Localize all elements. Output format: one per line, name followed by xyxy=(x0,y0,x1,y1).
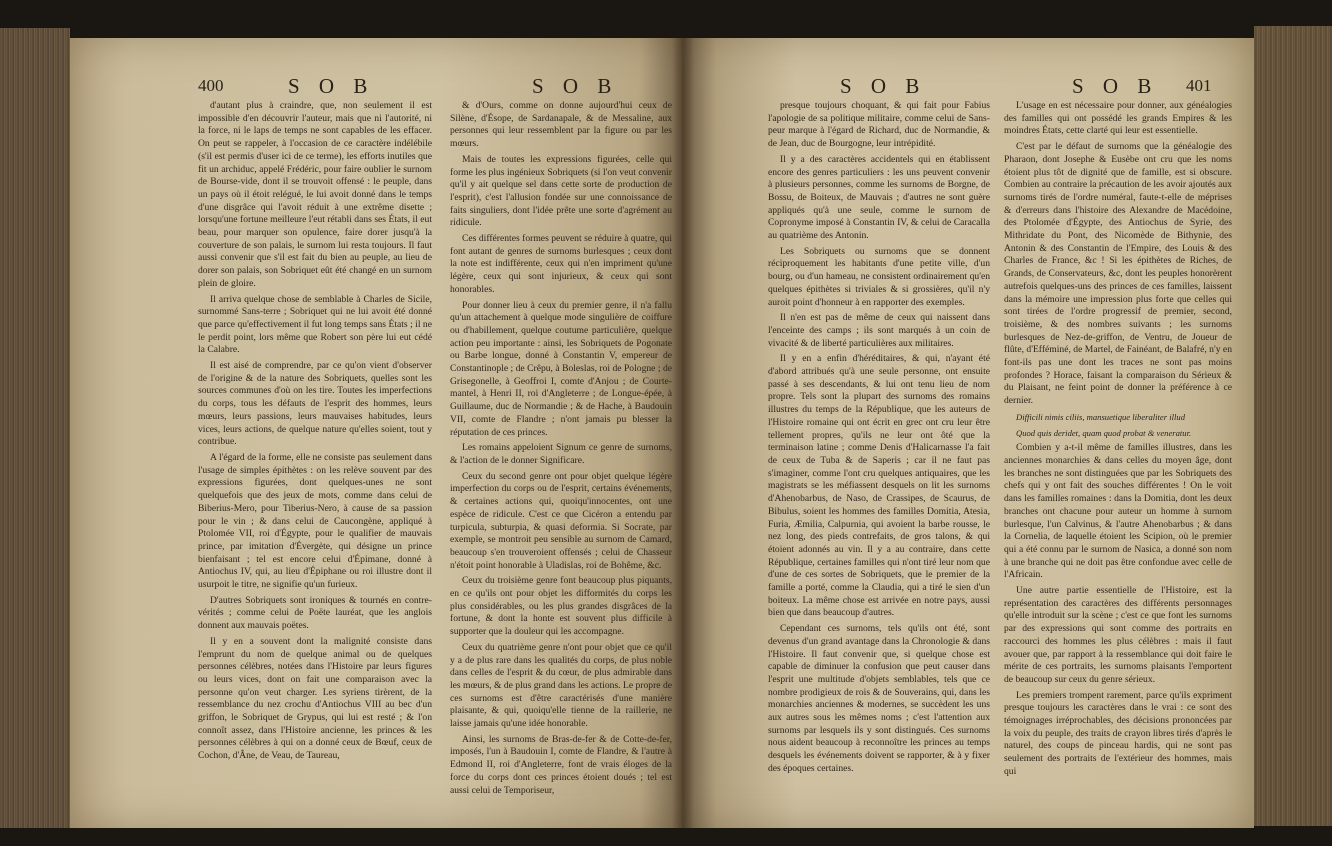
paragraph: Ceux du second genre ont pour objet quelque légère imperfection du corps ou de l'esprit, certains événements, & certaines actions qui, quoiqu'innocentes, ont une espèce de ridicule. C'est ce que Cicéron a entendu par turpicula, subturpia, & quasi deformia. Si Socrate, par exemple, se montroit peu sensible au surnom de Camard, beaucoup s'en trouveroient offensés ; celui de Chasseur n'étoit point honorable à Uladislas, roi de Bohême, &c. xyxy=(450,470,672,571)
paragraph: Ces différentes formes peuvent se réduire à quatre, qui font autant de genres de surnoms burlesques ; ceux dont la note est indifférente, ceux qui n'en impriment qu'une légère, ceux qui sont injurieux, & ceux qui sont honorables. xyxy=(450,233,672,295)
paragraph: Ceux du quatrième genre n'ont pour objet que ce qu'il y a de plus rare dans les qualités du corps, de plus noble dans celles de l'esprit & du cœur, de plus admirable dans les mœurs, & de plus grand dans les actions. Le propre de ces surnoms est d'être caractérisés d'une manière plaisante, & qui, quoiqu'elle tienne de la raillerie, ne laisse jamais qu'une idée honorable. xyxy=(450,641,672,730)
paragraph: d'autant plus à craindre, que, non seulement il est impossible d'en découvrir l'auteur, mais que ni l'autorité, ni la force, ni le laps de temps ne sont capables de les effacer. On peut se rappeler, à l'occasion de ce caractère indélébile (s'il est permis d'user ici de ce terme), les efforts inutiles que fit un archiduc, appelé Frédéric, pour faire oublier le surnom de Bourse-vide, dont il se trouvoit offensé : le peuple, dans un pays où il étoit relégué, le lui avoit donné dans le temps d'une disgrâce qui l'avoit réduit à une extrême disette ; lorsqu'une fortune meilleure l'eut rétabli dans ses États, il eut beau, pour marquer son opulence, faire dorer jusqu'à la couverture de son palais, le surnom lui resta toujours. Il faut aussi convenir que s'il est fait du bien au peuple, au lieu de dorer son palais, son Sobriquet eût été changé en un surnom plein de gloire. xyxy=(198,100,432,289)
paragraph: presque toujours choquant, & qui fait pour Fabius l'apologie de sa politique militaire, comme celui de Sans-peur marque à l'égard de Richard, duc de Normandie, & de Jean, duc de Bourgogne, leur intrépidité. xyxy=(768,100,990,150)
paragraph: Une autre partie essentielle de l'Histoire, est la représentation des caractères des différents personnages qu'elle introduit sur la scène ; c'est ce que font les surnoms par des expressions qui sont comme des portraits en raccourci des hommes les plus célèbres : mais il faut avouer que, par rapport à la ressemblance qui doit faire le mérite de ces portraits, les surnoms plaisants l'emportent de beaucoup sur ceux du genre sérieux. xyxy=(1004,585,1232,685)
paragraph: Il est aisé de comprendre, par ce qu'on vient d'observer de l'origine & de la nature des Sobriquets, quelles sont les sources communes d'où on les tire. Toutes les imperfections du corps, tous les défauts de l'esprit des hommes, leurs mœurs, leurs passions, leurs mauvaises habitudes, leurs vices, leurs actions, de quelque nature qu'elles soient, tout y contribue. xyxy=(198,360,432,448)
paragraph: Les romains appeloient Signum ce genre de surnoms, & l'action de le donner Significare. xyxy=(450,442,672,466)
right-page-column-1 xyxy=(768,100,990,776)
paragraph: Ainsi, les surnoms de Bras-de-fer & de Cotte-de-fer, imposés, l'un à Baudouin I, comte de Flandre, & l'autre à Edmond II, roi d'Angleterre, font de vrais éloges de la force du corps dont ces princes étoient doués ; tel est aussi celui de Temporiseur, xyxy=(450,733,672,796)
left-page-column-2 xyxy=(450,100,672,796)
paragraph: Il y en a enfin d'héréditaires, & qui, n'ayant été d'abord attribués qu'à une seule personne, ont ensuite passé à ses descendants, & lui ont tenu lieu de nom propre. Tels sont la plupart des surnoms des romains illustres du temps de la République, que les auteurs de l'Histoire romaine qui ont écrit en grec ont cru leur être tellement propres, qu'ils ne leur ont ôté que la terminaison latine ; comme Denis d'Halicarnasse l'a fait de ceux de Tuba & de Saperis ; car il ne faut pas s'imaginer, comme l'ont cru quelques antiquaires, que les magistrats se les méfiassent desquels on lit les surnoms d'Ahenobarbus, de Naso, de Crassipes, de Scaurus, de Bibulus, soient les hommes des familles Domitia, Atesia, Furia, Æmilia, Calpurnia, qui avoient la barbe rousse, le nez long, des pieds contrefaits, de gros talons, & qui étoient adonnés au vin. Il y a au contraire, dans cette République, certaines familles qui n'ont tiré leur nom que d'une de ces sortes de Sobriquets, que le premier de la famille a porté, comme la Claudia, qui a tiré le sien d'un boiteux. La même chose est arrivée en notre pays, aussi bien que dans beaucoup d'autres. xyxy=(768,353,990,619)
running-head-left-col1: S O B xyxy=(288,74,375,98)
page-number-left: 400 xyxy=(198,76,224,95)
paragraph: L'usage en est nécessaire pour donner, aux généalogies des familles qui ont possédé les grands Empires & les moindres États, cette clarté qui leur est essentielle. xyxy=(1004,100,1232,137)
page-number-right: 401 xyxy=(1186,76,1212,95)
paragraph: Difficili nimis ciliis, mansuetique liberaliter illud xyxy=(1016,411,1186,422)
running-head-left-col2: S O B xyxy=(532,74,619,98)
left-page-column-1 xyxy=(198,100,432,776)
left-page-edges xyxy=(0,28,70,828)
paragraph: A l'égard de la forme, elle ne consiste pas seulement dans l'usage de simples épithètes : on les relève souvent par des expressions figurées, dont quelques-unes ne sont quelquefois que des jeux de mots, comme dans celui de Biberius-Mero, pour Tiberius-Nero, à cause de sa passion pour le vin ; & dans celui de Caucongène, appliqué à Ptolomée VII, roi d'Égypte, pour le qualifier de mauvais prince, par imitation d'Évergète, qui désigne un prince bienfaisant ; tel est encore celui d'Épimane, donné à Antiochus IV, qui, au lieu d'Épiphane ou roi illustre dont il usurpoit le titre, ne signifie qu'un furieux. xyxy=(198,451,432,591)
paragraph: Ceux du troisième genre font beaucoup plus piquants, en ce qu'ils ont pour objet les difformités du corps les plus considérables, ou les plus grandes disgrâces de la fortune, & dont la honte est souvent plus difficile à supporter que la douleur qui les accompagne. xyxy=(450,575,672,638)
right-page-edges xyxy=(1254,26,1332,826)
paragraph: Combien y a-t-il même de familles illustres, dans les anciennes monarchies & dans celles du moyen âge, dont les branches ne sont distinguées que par les Sobriquets des chefs qui y ont fait des souches différentes ! On le voit dans les familles romaines : dans la Domitia, dont les deux branches ont chacune pour auteur un homme à surnom burlesque, l'un Calvinus, & l'autre Ahenobarbus ; & dans la Cornelia, de laquelle étoient les Scipion, où le premier qui a été connu par le surnom de Nasica, a donné son nom à une branche qui ne doit pas être confondue avec celle de l'Africain. xyxy=(1004,442,1232,581)
right-page-column-2 xyxy=(1004,100,1232,776)
paragraph: Il y en a souvent dont la malignité consiste dans l'emprunt du nom de quelque animal ou de quelques personnes célèbres, notées dans l'Histoire par leurs figures ou leurs vices, dont on fait une comparaison avec la personne qu'on veut charger. Les syriens tirèrent, de la ressemblance du nez crochu d'Antiochus VIII au bec d'un griffon, le Sobriquet de Grypus, qui lui est resté ; & l'on connoît assez, dans l'Histoire ancienne, les princes & les personnes célèbres à qui on a donné ceux de Bœuf, ceux de Cochon, d'Âne, de Veau, de Taureau, xyxy=(198,635,432,762)
paragraph: Quod quis deridet, quam quod probat & veneratur. xyxy=(1016,427,1192,438)
paragraph: Cependant ces surnoms, tels qu'ils ont été, sont devenus d'un grand avantage dans la Chronologie & dans l'Histoire. Il faut convenir que, si quelque chose est capable de diminuer la confusion que peut causer dans l'esprit une multitude d'objets semblables, tels que ce nombre prodigieux de rois & de Souverains, qui, dans les monarchies anciennes & modernes, se succèdent les uns aux autres sous les mêmes noms ; c'est l'attention aux surnoms par lesquels ils y sont distingués. Ces surnoms nous aident beaucoup à reconnoître les princes au temps desquels les événements doivent se rapporter, & à y fixer des époques certaines. xyxy=(768,623,990,774)
paragraph: Il n'en est pas de même de ceux qui naissent dans l'enceinte des camps ; ils sont marqués à un coin de vivacité & de liberté particulières aux militaires. xyxy=(768,312,990,349)
running-head-right-col2: S O B xyxy=(1072,74,1159,98)
paragraph: Il arriva quelque chose de semblable à Charles de Sicile, surnommé Sans-terre ; Sobriquet qui ne lui avoit été donné que parce qu'effectivement il fut long temps sans États ; il ne le perdit point, lors même que Robert son père lui eut cédé la Calabre. xyxy=(198,293,432,356)
paragraph: & d'Ours, comme on donne aujourd'hui ceux de Silène, d'Ésope, de Sardanapale, & de Messaline, aux personnes qui leur ressemblent par la figure ou par les mœurs. xyxy=(450,100,672,150)
right-page xyxy=(682,38,1254,828)
left-page xyxy=(70,38,682,828)
paragraph: Les Sobriquets ou surnoms que se donnent réciproquement les habitants d'une petite ville, d'un bourg, ou d'un hameau, ne consistent ordinairement qu'en quelques épithètes si triviales & si grossières, qu'il n'y auroit point d'honneur à en rapporter des exemples. xyxy=(768,245,990,308)
paragraph: Mais de toutes les expressions figurées, celle qui forme les plus ingénieux Sobriquets (si l'on veut convenir qu'il y ait quelque sel dans cette sorte de production de l'esprit), c'est l'allusion fondée sur une connoissance de faits singuliers, dont l'idée prête une sorte d'agrément au ridicule. xyxy=(450,153,672,229)
gutter-shadow xyxy=(672,38,694,828)
paragraph: D'autres Sobriquets sont ironiques & tournés en contre-vérités ; comme celui de Poëte lauréat, que les anglois donnent aux mauvais poëtes. xyxy=(198,594,432,632)
paragraph: Pour donner lieu à ceux du premier genre, il n'a fallu qu'un attachement à quelque mode singulière de coiffure ou d'habillement, quelque coutume particulière, quelque action peu importante : ainsi, les Sobriquets de Pogonate ou Barbe longue, donné à Constantin V, empereur de Constantinople ; de Crêpu, à Boleslas, roi de Pologne ; de Grisegonelle, à Geoffroi I, comte d'Anjou ; de Courte-mantel, à Henri II, roi d'Angleterre ; de Longue-épée, à Guillaume, duc de Normandie ; & de Hache, à Baudouin VII, comte de Flandre ; n'ont jamais pu blesser la réputation de ces princes. xyxy=(450,299,672,438)
paragraph: Il y a des caractères accidentels qui en établissent encore des genres particuliers : les uns peuvent convenir à plusieurs personnes, comme les surnoms de Borgne, de Bossu, de Boiteux, de Mauvais ; d'autres ne sont guère appliqués qu'à une seule, comme le surnom de Copronyme imposé à Constantin IV, & celui de Caracalla au quatrième des Antonin. xyxy=(768,153,990,242)
paragraph: Les premiers trompent rarement, parce qu'ils expriment presque toujours les caractères dans le vrai : ce sont des témoignages irréprochables, des décisions prononcées par la voix du peuple, des traits de crayon libres tirés d'après le naturel, des coups de pinceau hardis, qui ne sont pas seulement des portraits de l'extérieur des hommes, mais qui xyxy=(1004,689,1232,777)
running-head-right-col1: S O B xyxy=(840,74,927,98)
paragraph: C'est par le défaut de surnoms que la généalogie des Pharaon, dont Josephe & Eusèbe ont cru que les noms étoient plus tôt de dignité que de famille, est si obscure. Combien au contraire la précaution de les avoir ajoutés aux surnoms tirés de l'ordre numéral, faute-t-elle de méprises & d'erreurs dans l'histoire des Alexandre de Macédoine, des Ptolomée d'Égypte, des Antiochus de Syrie, des Mithridate du Pont, des Nicomède de Bithynie, des Antonin & des Constantin de l'Empire, des Louis & des Charles de France, &c ! Si les épithètes de Riches, de Grands, de Conservateurs, &c, dont les peuples honorèrent autrefois quelques-uns des princes de ces familles, laissent dans la mémoire une impression plus forte que celles qui sont tirées de l'ordre progressif de premier, second, troisième, & des nombres suivants ; les surnoms burlesques de Nez-de-griffon, de Ventru, de Joueur de flûte, d'Efféminé, de Martel, de Fainéant, de Balafré, n'y en font-ils pas une dont les traces ne sont pas moins profondes ? Horace, faisant la comparaison du Sérieux & du Plaisant, ne feint point de donner la préférence à ce dernier. xyxy=(1004,141,1232,407)
